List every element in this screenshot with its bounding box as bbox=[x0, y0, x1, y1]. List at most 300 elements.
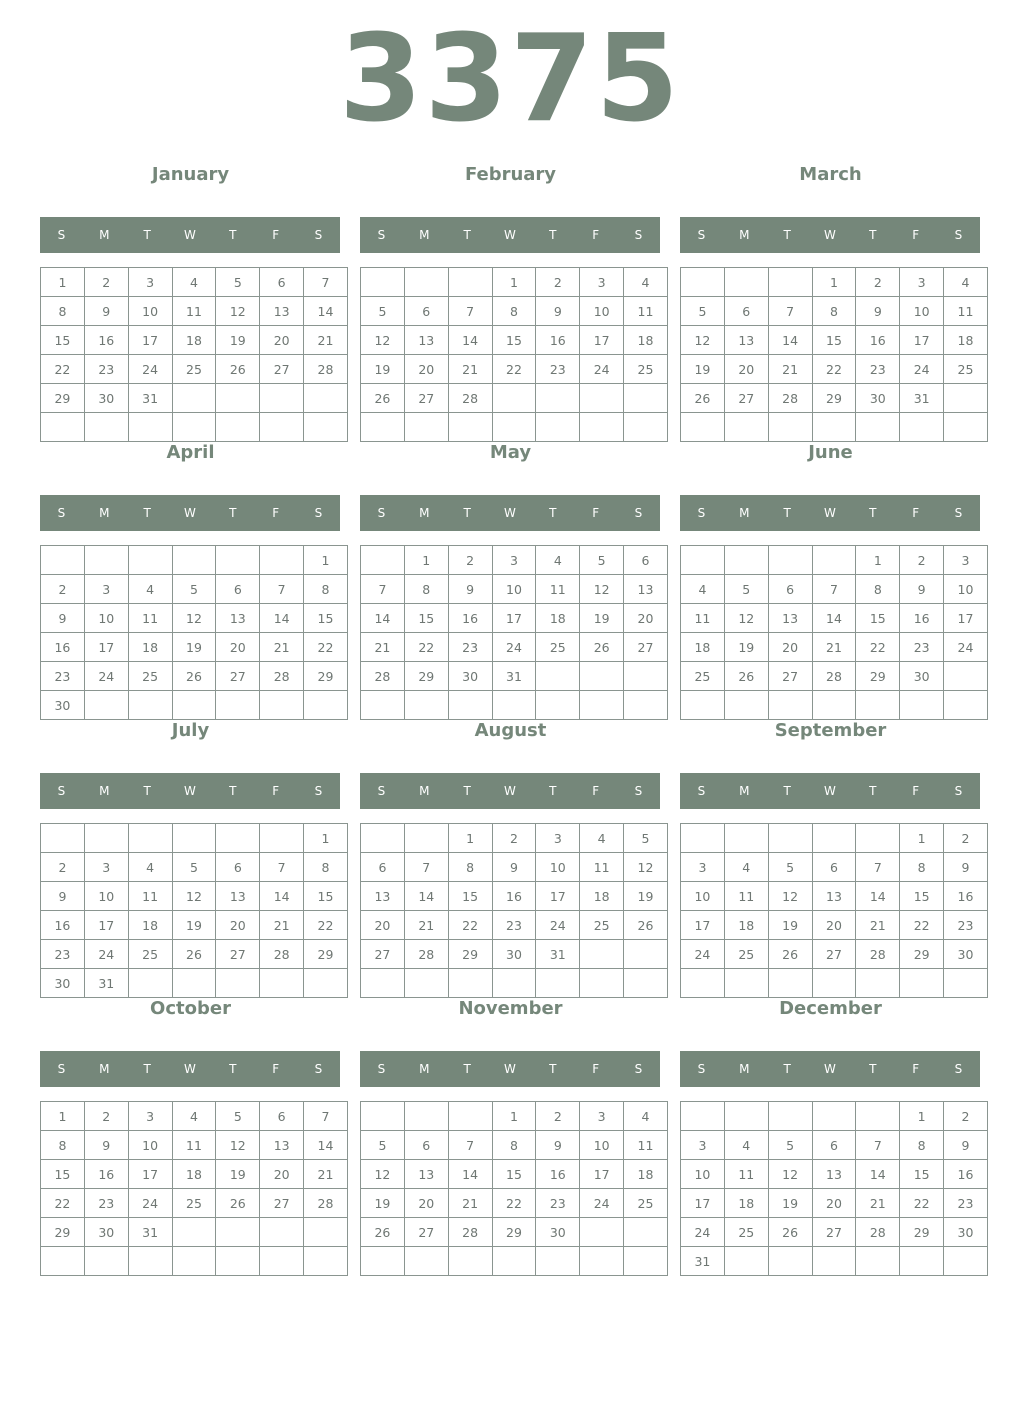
day-cell: 10 bbox=[681, 882, 725, 911]
week-row bbox=[681, 1247, 988, 1276]
empty-day-cell bbox=[404, 824, 448, 853]
empty-day-cell bbox=[944, 691, 988, 720]
day-cell: 28 bbox=[856, 1218, 900, 1247]
day-cell: 5 bbox=[172, 575, 216, 604]
day-cell: 16 bbox=[41, 911, 85, 940]
day-cell: 14 bbox=[448, 1160, 492, 1189]
day-cell: 29 bbox=[41, 384, 85, 413]
day-cell: 29 bbox=[304, 940, 348, 969]
day-cell: 11 bbox=[536, 575, 580, 604]
weekday-label: F bbox=[272, 1062, 280, 1076]
day-cell: 22 bbox=[304, 633, 348, 662]
day-cell: 20 bbox=[404, 1189, 448, 1218]
week-row bbox=[361, 1131, 668, 1160]
day-cell: 29 bbox=[448, 940, 492, 969]
week-row bbox=[681, 633, 988, 662]
day-cell: 13 bbox=[260, 297, 304, 326]
weekday-label: T bbox=[549, 506, 557, 520]
weekday-header bbox=[680, 773, 980, 809]
day-cell: 18 bbox=[624, 326, 668, 355]
day-cell: 3 bbox=[681, 1131, 725, 1160]
day-cell: 30 bbox=[448, 662, 492, 691]
month-title: January bbox=[151, 164, 230, 185]
empty-day-cell bbox=[84, 824, 128, 853]
day-cell: 5 bbox=[681, 297, 725, 326]
day-cell: 7 bbox=[361, 575, 405, 604]
day-cell: 21 bbox=[856, 1189, 900, 1218]
day-cell: 6 bbox=[260, 1102, 304, 1131]
day-cell: 14 bbox=[812, 604, 856, 633]
weekday-label: S bbox=[634, 1062, 643, 1076]
day-grid bbox=[680, 1101, 988, 1276]
day-cell: 12 bbox=[624, 853, 668, 882]
empty-day-cell bbox=[404, 1247, 448, 1276]
day-cell: 13 bbox=[361, 882, 405, 911]
day-cell: 11 bbox=[128, 882, 172, 911]
empty-day-cell bbox=[361, 546, 405, 575]
day-grid bbox=[40, 267, 348, 442]
day-cell: 26 bbox=[172, 940, 216, 969]
week-row bbox=[681, 297, 988, 326]
day-cell: 27 bbox=[724, 384, 768, 413]
empty-day-cell bbox=[812, 1102, 856, 1131]
weekday-label: T bbox=[783, 784, 791, 798]
day-cell: 20 bbox=[361, 911, 405, 940]
empty-day-cell bbox=[536, 384, 580, 413]
day-cell: 4 bbox=[580, 824, 624, 853]
day-cell: 27 bbox=[216, 662, 260, 691]
empty-day-cell bbox=[172, 691, 216, 720]
day-cell: 16 bbox=[41, 633, 85, 662]
empty-day-cell bbox=[172, 413, 216, 442]
day-cell: 5 bbox=[768, 1131, 812, 1160]
empty-day-cell bbox=[900, 413, 944, 442]
empty-day-cell bbox=[84, 691, 128, 720]
day-cell: 10 bbox=[944, 575, 988, 604]
day-cell: 1 bbox=[492, 268, 536, 297]
month-title: February bbox=[464, 164, 557, 185]
day-cell: 5 bbox=[172, 853, 216, 882]
empty-day-cell bbox=[856, 691, 900, 720]
empty-day-cell bbox=[681, 1102, 725, 1131]
day-cell: 4 bbox=[724, 853, 768, 882]
weekday-label: W bbox=[824, 506, 836, 520]
week-row bbox=[681, 355, 988, 384]
day-cell: 26 bbox=[724, 662, 768, 691]
day-cell: 31 bbox=[128, 1218, 172, 1247]
week-row bbox=[681, 662, 988, 691]
weekday-label: T bbox=[463, 1062, 471, 1076]
weekday-header bbox=[360, 1051, 660, 1087]
day-cell: 21 bbox=[404, 911, 448, 940]
day-cell: 1 bbox=[448, 824, 492, 853]
day-cell: 16 bbox=[448, 604, 492, 633]
day-cell: 19 bbox=[624, 882, 668, 911]
day-grid bbox=[360, 1101, 668, 1276]
empty-day-cell bbox=[41, 824, 85, 853]
month-title: June bbox=[808, 442, 853, 463]
day-cell: 17 bbox=[580, 326, 624, 355]
day-cell: 14 bbox=[361, 604, 405, 633]
weekday-label: M bbox=[739, 784, 750, 798]
empty-day-cell bbox=[681, 824, 725, 853]
day-cell: 25 bbox=[172, 1189, 216, 1218]
empty-day-cell bbox=[404, 413, 448, 442]
day-cell: 24 bbox=[128, 1189, 172, 1218]
day-cell: 17 bbox=[900, 326, 944, 355]
empty-day-cell bbox=[404, 691, 448, 720]
day-cell: 10 bbox=[128, 1131, 172, 1160]
empty-day-cell bbox=[724, 969, 768, 998]
weekday-header bbox=[360, 773, 660, 809]
day-cell: 29 bbox=[900, 1218, 944, 1247]
weekday-label: M bbox=[99, 506, 110, 520]
day-cell: 1 bbox=[900, 824, 944, 853]
week-row bbox=[41, 882, 348, 911]
empty-day-cell bbox=[304, 384, 348, 413]
day-cell: 13 bbox=[404, 1160, 448, 1189]
day-cell: 17 bbox=[492, 604, 536, 633]
day-cell: 29 bbox=[304, 662, 348, 691]
day-cell: 20 bbox=[724, 355, 768, 384]
weekday-label: S bbox=[954, 506, 963, 520]
day-cell: 25 bbox=[128, 940, 172, 969]
week-row bbox=[41, 911, 348, 940]
empty-day-cell bbox=[404, 969, 448, 998]
day-cell: 23 bbox=[448, 633, 492, 662]
week-row bbox=[41, 1189, 348, 1218]
day-cell: 15 bbox=[900, 1160, 944, 1189]
day-cell: 16 bbox=[492, 882, 536, 911]
day-cell: 8 bbox=[900, 853, 944, 882]
day-grid bbox=[680, 545, 988, 720]
empty-day-cell bbox=[216, 1247, 260, 1276]
day-cell: 25 bbox=[624, 355, 668, 384]
day-cell: 30 bbox=[492, 940, 536, 969]
day-cell: 2 bbox=[536, 268, 580, 297]
day-cell: 13 bbox=[812, 882, 856, 911]
week-row bbox=[361, 691, 668, 720]
day-cell: 22 bbox=[304, 911, 348, 940]
day-cell: 8 bbox=[304, 853, 348, 882]
day-cell: 1 bbox=[41, 1102, 85, 1131]
day-cell: 7 bbox=[812, 575, 856, 604]
day-cell: 8 bbox=[492, 297, 536, 326]
day-grid bbox=[40, 823, 348, 998]
weekday-label: S bbox=[697, 784, 706, 798]
week-row bbox=[681, 1131, 988, 1160]
weekday-header bbox=[360, 495, 660, 531]
day-cell: 9 bbox=[84, 1131, 128, 1160]
day-cell: 24 bbox=[900, 355, 944, 384]
empty-day-cell bbox=[216, 1218, 260, 1247]
day-cell: 27 bbox=[260, 355, 304, 384]
day-cell: 31 bbox=[492, 662, 536, 691]
empty-day-cell bbox=[84, 546, 128, 575]
day-cell: 23 bbox=[41, 940, 85, 969]
empty-day-cell bbox=[768, 824, 812, 853]
day-cell: 4 bbox=[128, 575, 172, 604]
day-cell: 16 bbox=[900, 604, 944, 633]
empty-day-cell bbox=[624, 1247, 668, 1276]
day-cell: 22 bbox=[404, 633, 448, 662]
year-title: 3375 bbox=[339, 10, 681, 149]
empty-day-cell bbox=[260, 691, 304, 720]
day-cell: 20 bbox=[260, 326, 304, 355]
empty-day-cell bbox=[304, 1218, 348, 1247]
week-row bbox=[681, 1102, 988, 1131]
weekday-label: F bbox=[912, 1062, 920, 1076]
day-cell: 29 bbox=[856, 662, 900, 691]
day-cell: 16 bbox=[84, 1160, 128, 1189]
weekday-label: T bbox=[229, 506, 237, 520]
weekday-label: W bbox=[504, 506, 516, 520]
empty-day-cell bbox=[624, 384, 668, 413]
week-row bbox=[361, 882, 668, 911]
weekday-header bbox=[360, 217, 660, 253]
empty-day-cell bbox=[768, 691, 812, 720]
empty-day-cell bbox=[216, 413, 260, 442]
weekday-label: M bbox=[419, 506, 430, 520]
day-cell: 6 bbox=[812, 1131, 856, 1160]
weekday-label: S bbox=[697, 228, 706, 242]
weekday-label: F bbox=[912, 506, 920, 520]
day-cell: 26 bbox=[624, 911, 668, 940]
day-cell: 1 bbox=[404, 546, 448, 575]
empty-day-cell bbox=[260, 969, 304, 998]
week-row bbox=[361, 824, 668, 853]
week-row bbox=[361, 1247, 668, 1276]
day-cell: 12 bbox=[768, 1160, 812, 1189]
week-row bbox=[361, 1102, 668, 1131]
day-cell: 16 bbox=[536, 1160, 580, 1189]
weekday-label: S bbox=[634, 784, 643, 798]
empty-day-cell bbox=[448, 1247, 492, 1276]
weekday-label: S bbox=[377, 228, 386, 242]
weekday-label: S bbox=[377, 1062, 386, 1076]
day-cell: 26 bbox=[768, 940, 812, 969]
day-cell: 21 bbox=[812, 633, 856, 662]
weekday-label: W bbox=[504, 1062, 516, 1076]
empty-day-cell bbox=[624, 691, 668, 720]
day-cell: 15 bbox=[304, 604, 348, 633]
day-cell: 8 bbox=[900, 1131, 944, 1160]
day-cell: 15 bbox=[41, 326, 85, 355]
day-cell: 21 bbox=[260, 633, 304, 662]
day-grid bbox=[360, 267, 668, 442]
empty-day-cell bbox=[492, 413, 536, 442]
week-row bbox=[41, 355, 348, 384]
day-cell: 9 bbox=[944, 853, 988, 882]
empty-day-cell bbox=[448, 268, 492, 297]
week-row bbox=[681, 268, 988, 297]
day-cell: 10 bbox=[580, 1131, 624, 1160]
week-row bbox=[681, 326, 988, 355]
day-cell: 27 bbox=[404, 1218, 448, 1247]
day-cell: 22 bbox=[900, 1189, 944, 1218]
day-cell: 21 bbox=[448, 1189, 492, 1218]
weekday-label: S bbox=[314, 784, 323, 798]
day-cell: 20 bbox=[624, 604, 668, 633]
day-cell: 9 bbox=[536, 1131, 580, 1160]
day-cell: 9 bbox=[41, 882, 85, 911]
day-cell: 4 bbox=[624, 268, 668, 297]
week-row bbox=[41, 940, 348, 969]
empty-day-cell bbox=[260, 1247, 304, 1276]
day-cell: 24 bbox=[681, 1218, 725, 1247]
day-cell: 9 bbox=[856, 297, 900, 326]
day-cell: 2 bbox=[856, 268, 900, 297]
empty-day-cell bbox=[900, 1247, 944, 1276]
week-row bbox=[41, 604, 348, 633]
day-cell: 15 bbox=[41, 1160, 85, 1189]
day-cell: 8 bbox=[41, 297, 85, 326]
empty-day-cell bbox=[812, 413, 856, 442]
day-cell: 27 bbox=[812, 940, 856, 969]
day-cell: 28 bbox=[304, 1189, 348, 1218]
day-cell: 24 bbox=[580, 355, 624, 384]
day-cell: 19 bbox=[216, 326, 260, 355]
week-row bbox=[681, 691, 988, 720]
weekday-label: F bbox=[272, 228, 280, 242]
empty-day-cell bbox=[260, 384, 304, 413]
day-cell: 23 bbox=[944, 1189, 988, 1218]
empty-day-cell bbox=[41, 413, 85, 442]
week-row bbox=[681, 853, 988, 882]
day-cell: 28 bbox=[260, 662, 304, 691]
day-cell: 5 bbox=[361, 297, 405, 326]
day-cell: 4 bbox=[128, 853, 172, 882]
day-cell: 2 bbox=[536, 1102, 580, 1131]
day-cell: 25 bbox=[128, 662, 172, 691]
empty-day-cell bbox=[448, 1102, 492, 1131]
weekday-label: W bbox=[824, 784, 836, 798]
day-grid bbox=[360, 545, 668, 720]
weekday-label: W bbox=[184, 506, 196, 520]
empty-day-cell bbox=[768, 1247, 812, 1276]
day-cell: 17 bbox=[128, 1160, 172, 1189]
empty-day-cell bbox=[361, 1247, 405, 1276]
day-cell: 8 bbox=[812, 297, 856, 326]
day-grid bbox=[40, 1101, 348, 1276]
day-cell: 6 bbox=[404, 1131, 448, 1160]
day-cell: 21 bbox=[448, 355, 492, 384]
day-cell: 25 bbox=[724, 1218, 768, 1247]
week-row bbox=[681, 604, 988, 633]
day-cell: 12 bbox=[172, 882, 216, 911]
empty-day-cell bbox=[768, 546, 812, 575]
day-cell: 16 bbox=[84, 326, 128, 355]
day-cell: 5 bbox=[216, 1102, 260, 1131]
day-cell: 11 bbox=[944, 297, 988, 326]
day-cell: 13 bbox=[260, 1131, 304, 1160]
day-cell: 18 bbox=[128, 633, 172, 662]
day-cell: 12 bbox=[681, 326, 725, 355]
day-cell: 26 bbox=[216, 1189, 260, 1218]
day-cell: 14 bbox=[448, 326, 492, 355]
day-cell: 14 bbox=[304, 297, 348, 326]
day-cell: 8 bbox=[856, 575, 900, 604]
empty-day-cell bbox=[536, 1247, 580, 1276]
week-row bbox=[41, 969, 348, 998]
day-cell: 23 bbox=[944, 911, 988, 940]
weekday-label: S bbox=[954, 784, 963, 798]
day-grid bbox=[680, 823, 988, 998]
weekday-label: W bbox=[504, 784, 516, 798]
day-cell: 30 bbox=[41, 969, 85, 998]
empty-day-cell bbox=[624, 413, 668, 442]
day-cell: 28 bbox=[812, 662, 856, 691]
day-cell: 12 bbox=[172, 604, 216, 633]
day-cell: 11 bbox=[681, 604, 725, 633]
day-cell: 22 bbox=[448, 911, 492, 940]
day-cell: 23 bbox=[900, 633, 944, 662]
day-cell: 6 bbox=[812, 853, 856, 882]
empty-day-cell bbox=[260, 413, 304, 442]
empty-day-cell bbox=[128, 413, 172, 442]
day-cell: 15 bbox=[404, 604, 448, 633]
day-cell: 13 bbox=[216, 604, 260, 633]
day-cell: 16 bbox=[944, 882, 988, 911]
day-cell: 18 bbox=[724, 911, 768, 940]
day-cell: 8 bbox=[404, 575, 448, 604]
day-cell: 18 bbox=[944, 326, 988, 355]
weekday-label: M bbox=[99, 1062, 110, 1076]
day-cell: 8 bbox=[41, 1131, 85, 1160]
empty-day-cell bbox=[812, 546, 856, 575]
day-cell: 29 bbox=[404, 662, 448, 691]
empty-day-cell bbox=[492, 691, 536, 720]
day-cell: 29 bbox=[492, 1218, 536, 1247]
empty-day-cell bbox=[724, 1247, 768, 1276]
day-cell: 22 bbox=[812, 355, 856, 384]
empty-day-cell bbox=[128, 546, 172, 575]
day-cell: 25 bbox=[536, 633, 580, 662]
day-cell: 9 bbox=[492, 853, 536, 882]
week-row bbox=[361, 384, 668, 413]
weekday-label: F bbox=[272, 506, 280, 520]
day-cell: 25 bbox=[580, 911, 624, 940]
empty-day-cell bbox=[856, 969, 900, 998]
weekday-label: S bbox=[697, 1062, 706, 1076]
weekday-label: F bbox=[592, 506, 600, 520]
week-row bbox=[681, 969, 988, 998]
day-cell: 11 bbox=[172, 297, 216, 326]
day-cell: 15 bbox=[900, 882, 944, 911]
weekday-label: S bbox=[634, 228, 643, 242]
empty-day-cell bbox=[536, 662, 580, 691]
day-cell: 7 bbox=[404, 853, 448, 882]
day-cell: 24 bbox=[128, 355, 172, 384]
day-cell: 9 bbox=[536, 297, 580, 326]
weekday-label: T bbox=[229, 784, 237, 798]
weekday-label: T bbox=[549, 228, 557, 242]
week-row bbox=[41, 384, 348, 413]
month-title: December bbox=[779, 998, 882, 1019]
day-cell: 13 bbox=[768, 604, 812, 633]
empty-day-cell bbox=[172, 969, 216, 998]
empty-day-cell bbox=[172, 384, 216, 413]
day-cell: 2 bbox=[41, 853, 85, 882]
empty-day-cell bbox=[724, 824, 768, 853]
day-cell: 7 bbox=[768, 297, 812, 326]
weekday-label: S bbox=[697, 506, 706, 520]
weekday-label: T bbox=[463, 784, 471, 798]
week-row bbox=[41, 413, 348, 442]
week-row bbox=[681, 940, 988, 969]
day-cell: 23 bbox=[536, 1189, 580, 1218]
day-cell: 2 bbox=[492, 824, 536, 853]
